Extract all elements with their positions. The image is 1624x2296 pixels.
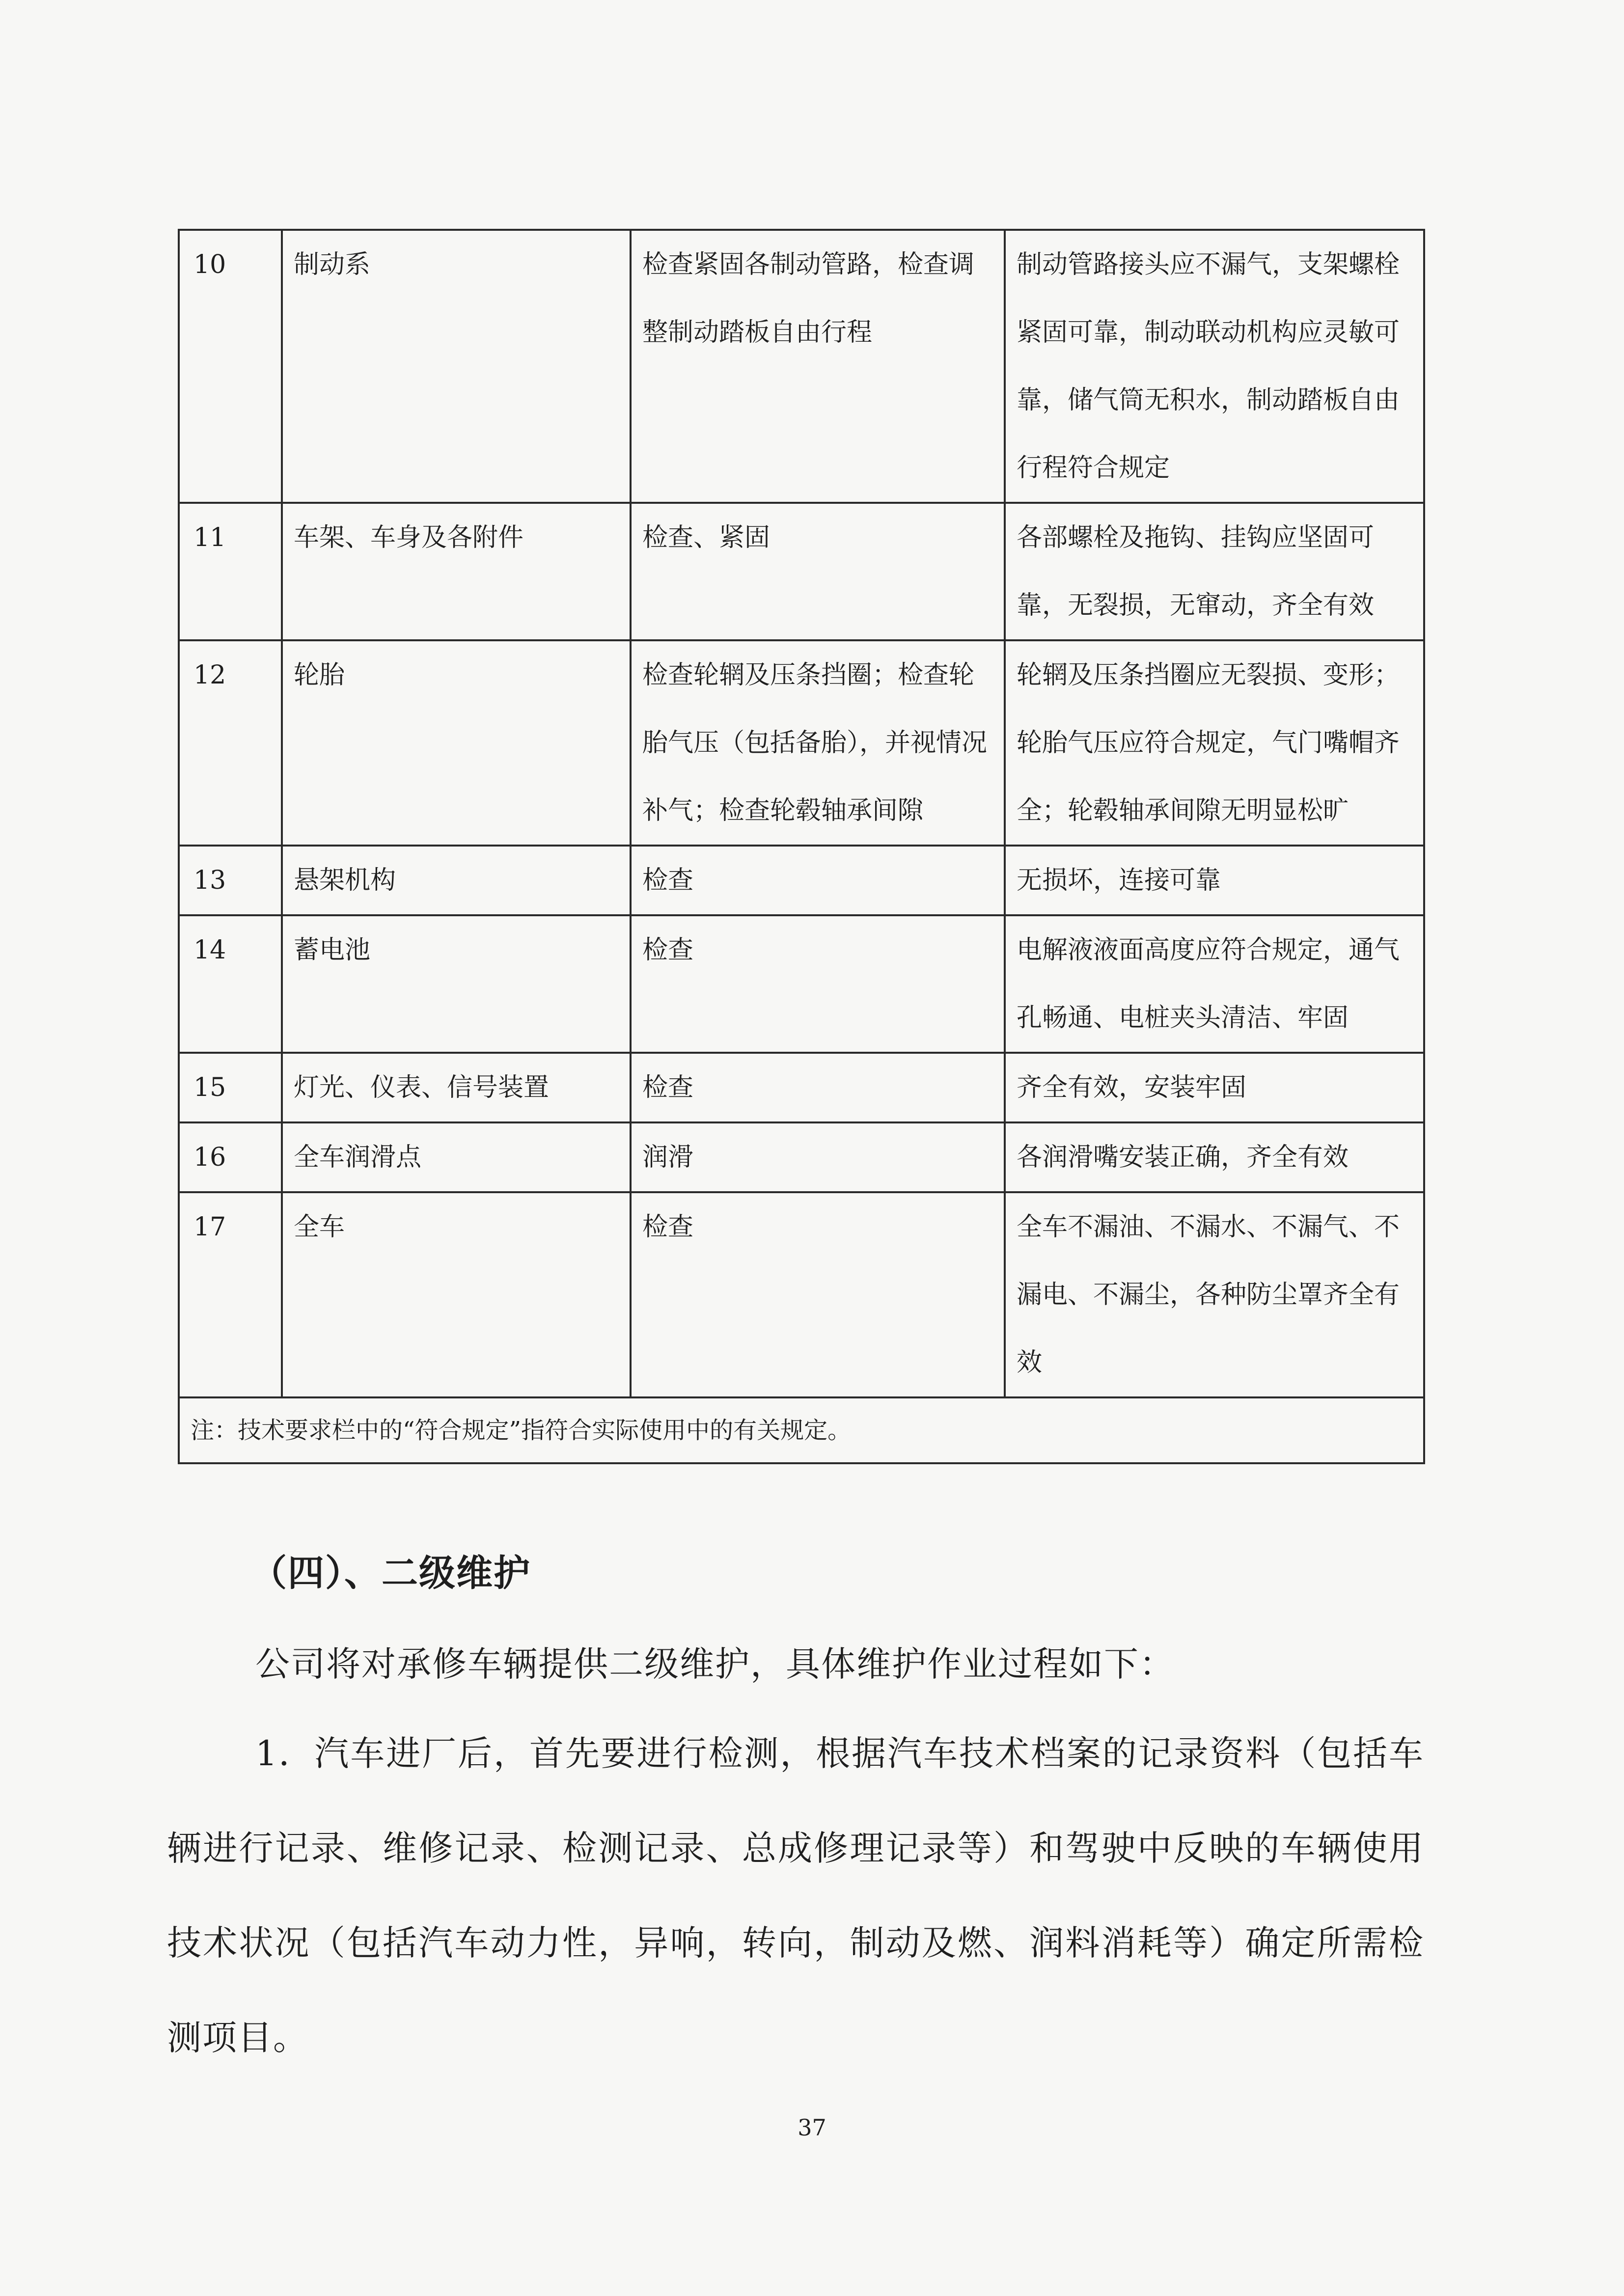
row-number: 17	[179, 1192, 282, 1397]
row-requirement: 各润滑嘴安装正确，齐全有效	[1005, 1122, 1424, 1192]
row-operation: 检查	[631, 915, 1005, 1053]
row-requirement: 制动管路接头应不漏气，支架螺栓紧固可靠，制动联动机构应灵敏可靠，储气筒无积水，制动踏板自由行程符合规定	[1005, 230, 1424, 503]
table-row	[179, 1192, 1424, 1397]
row-operation: 检查	[631, 846, 1005, 915]
maintenance-table	[178, 229, 1425, 1464]
row-item: 车架、车身及各附件	[282, 503, 631, 640]
row-operation: 检查轮辋及压条挡圈；检查轮胎气压（包括备胎），并视情况补气；检查轮毂轴承间隙	[631, 640, 1005, 846]
row-number: 11	[179, 503, 282, 640]
row-item: 轮胎	[282, 640, 631, 846]
row-operation: 润滑	[631, 1122, 1005, 1192]
intro-paragraph: 公司将对承修车辆提供二级维护，具体维护作业过程如下：	[255, 1644, 1175, 1684]
row-number: 16	[179, 1122, 282, 1192]
row-requirement: 电解液液面高度应符合规定，通气孔畅通、电桩夹头清洁、牢固	[1005, 915, 1424, 1053]
row-requirement: 无损坏，连接可靠	[1005, 846, 1424, 915]
row-number: 12	[179, 640, 282, 846]
row-item: 全车	[282, 1192, 631, 1397]
table-row	[179, 846, 1424, 915]
row-operation: 检查、紧固	[631, 503, 1005, 640]
row-item: 灯光、仪表、信号装置	[282, 1053, 631, 1122]
table-row	[179, 503, 1424, 640]
row-number: 10	[179, 230, 282, 503]
row-number: 14	[179, 915, 282, 1053]
row-requirement: 各部螺栓及拖钩、挂钩应坚固可靠，无裂损，无窜动，齐全有效	[1005, 503, 1424, 640]
page-number: 37	[798, 2114, 826, 2141]
row-operation: 检查	[631, 1053, 1005, 1122]
row-item: 蓄电池	[282, 915, 631, 1053]
row-requirement: 轮辋及压条挡圈应无裂损、变形；轮胎气压应符合规定，气门嘴帽齐全；轮毂轴承间隙无明显松旷	[1005, 640, 1424, 846]
row-operation: 检查	[631, 1192, 1005, 1397]
row-number: 13	[179, 846, 282, 915]
row-requirement: 全车不漏油、不漏水、不漏气、不漏电、不漏尘，各种防尘罩齐全有效	[1005, 1192, 1424, 1397]
table-note-row	[179, 1397, 1424, 1463]
row-item: 悬架机构	[282, 846, 631, 915]
table-row	[179, 230, 1424, 503]
row-number: 15	[179, 1053, 282, 1122]
section-heading: （四）、二级维护	[250, 1552, 531, 1594]
row-operation: 检查紧固各制动管路，检查调整制动踏板自由行程	[631, 230, 1005, 503]
table-note: 注：技术要求栏中的“符合规定”指符合实际使用中的有关规定。	[179, 1397, 1424, 1463]
row-item: 制动系	[282, 230, 631, 503]
row-item: 全车润滑点	[282, 1122, 631, 1192]
table-row	[179, 1122, 1424, 1192]
table-row	[179, 640, 1424, 846]
step-1-paragraph: 1．汽车进厂后，首先要进行检测，根据汽车技术档案的记录资料（包括车辆进行记录、维修记录、检测记录、总成修理记录等）和驾驶中反映的车辆使用技术状况（包括汽车动力性，异响，转向，制动及燃、润料消耗等）确定所需检测项目。	[167, 1733, 1424, 2058]
table-row	[179, 915, 1424, 1053]
table-body	[179, 230, 1424, 1463]
row-requirement: 齐全有效，安装牢固	[1005, 1053, 1424, 1122]
table-row	[179, 1053, 1424, 1122]
